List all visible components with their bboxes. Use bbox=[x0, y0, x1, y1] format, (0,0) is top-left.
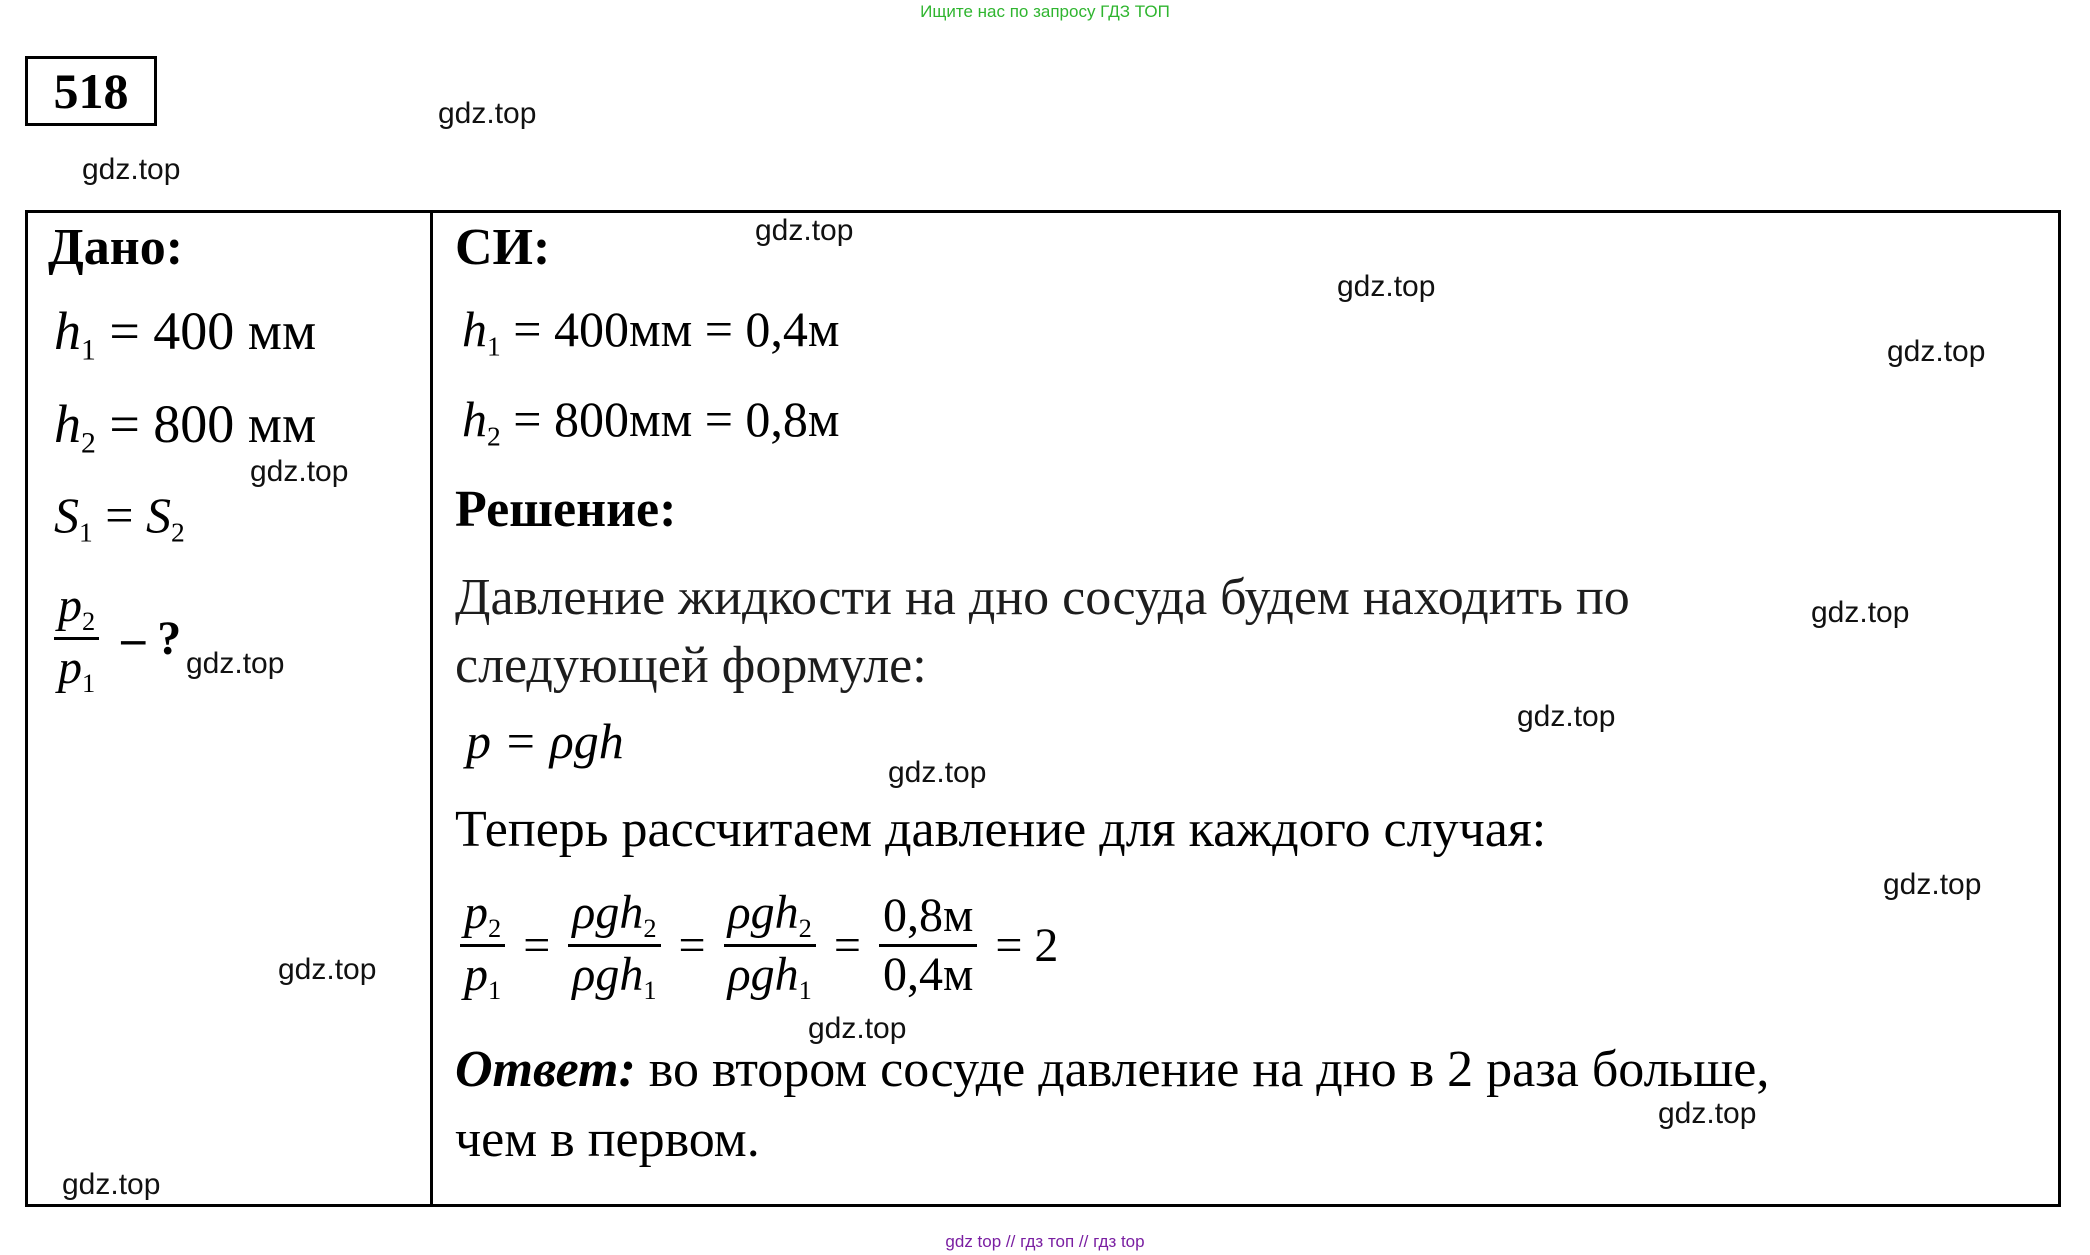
given-areas: $S_1 = S_2$ bbox=[54, 487, 185, 548]
given-ratio-question: $\frac{p_2}{p_1}$ – ? bbox=[54, 578, 181, 698]
watermark: gdz.top bbox=[1337, 270, 1436, 303]
watermark: gdz.top bbox=[438, 97, 537, 130]
column-divider bbox=[430, 210, 433, 1207]
watermark: gdz.top bbox=[808, 1012, 907, 1045]
si-heading: СИ: bbox=[455, 219, 551, 276]
ratio-equation: $\frac{p_2}{p_1}$ = $\frac{\rho gh_2}{\rho gh_1}$ = $\frac{\rho gh_2}{\rho gh_1}$ = $\frac{0,8м}{0,4м}$ = 2 bbox=[460, 885, 1064, 1005]
watermark: gdz.top bbox=[1811, 596, 1910, 629]
watermark: gdz.top bbox=[62, 1168, 161, 1201]
solution-paragraph-line1: Давление жидкости на дно сосуда будем находить по bbox=[455, 569, 1630, 626]
watermark: gdz.top bbox=[1517, 700, 1616, 733]
given-heading: Дано: bbox=[48, 219, 184, 276]
si-h1: $h_1 = 400мм = 0,4м$ bbox=[462, 301, 840, 362]
answer-line1: Ответ: во втором сосуде давление на дно в 2 раза больше, bbox=[455, 1041, 1770, 1098]
given-h2: $h_2 = 800$ мм bbox=[54, 394, 317, 460]
watermark: gdz.top bbox=[278, 953, 377, 986]
answer-line2: чем в первом. bbox=[455, 1111, 760, 1168]
watermark: gdz.top bbox=[1883, 868, 1982, 901]
solution-heading: Решение: bbox=[455, 481, 677, 538]
pressure-formula: p = ρgh bbox=[466, 713, 624, 769]
watermark: gdz.top bbox=[755, 214, 854, 247]
watermark: gdz.top bbox=[250, 455, 349, 488]
given-h1: $h_1 = 400$ мм bbox=[54, 301, 317, 367]
calculation-intro: Теперь рассчитаем давление для каждого случая: bbox=[455, 801, 1547, 858]
watermark: gdz.top bbox=[1887, 335, 1986, 368]
solution-paragraph-line2: следующей формуле: bbox=[455, 637, 927, 694]
watermark: gdz.top bbox=[82, 153, 181, 186]
si-h2: $h_2 = 800мм = 0,8м$ bbox=[462, 391, 840, 452]
top-banner: Ищите нас по запросу ГДЗ ТОП bbox=[920, 2, 1170, 21]
problem-number: 518 bbox=[25, 56, 157, 126]
watermark: gdz.top bbox=[186, 647, 285, 680]
watermark: gdz.top bbox=[1658, 1097, 1757, 1130]
footer-links: gdz top // гдз топ // гдз top bbox=[945, 1232, 1145, 1251]
watermark: gdz.top bbox=[888, 756, 987, 789]
